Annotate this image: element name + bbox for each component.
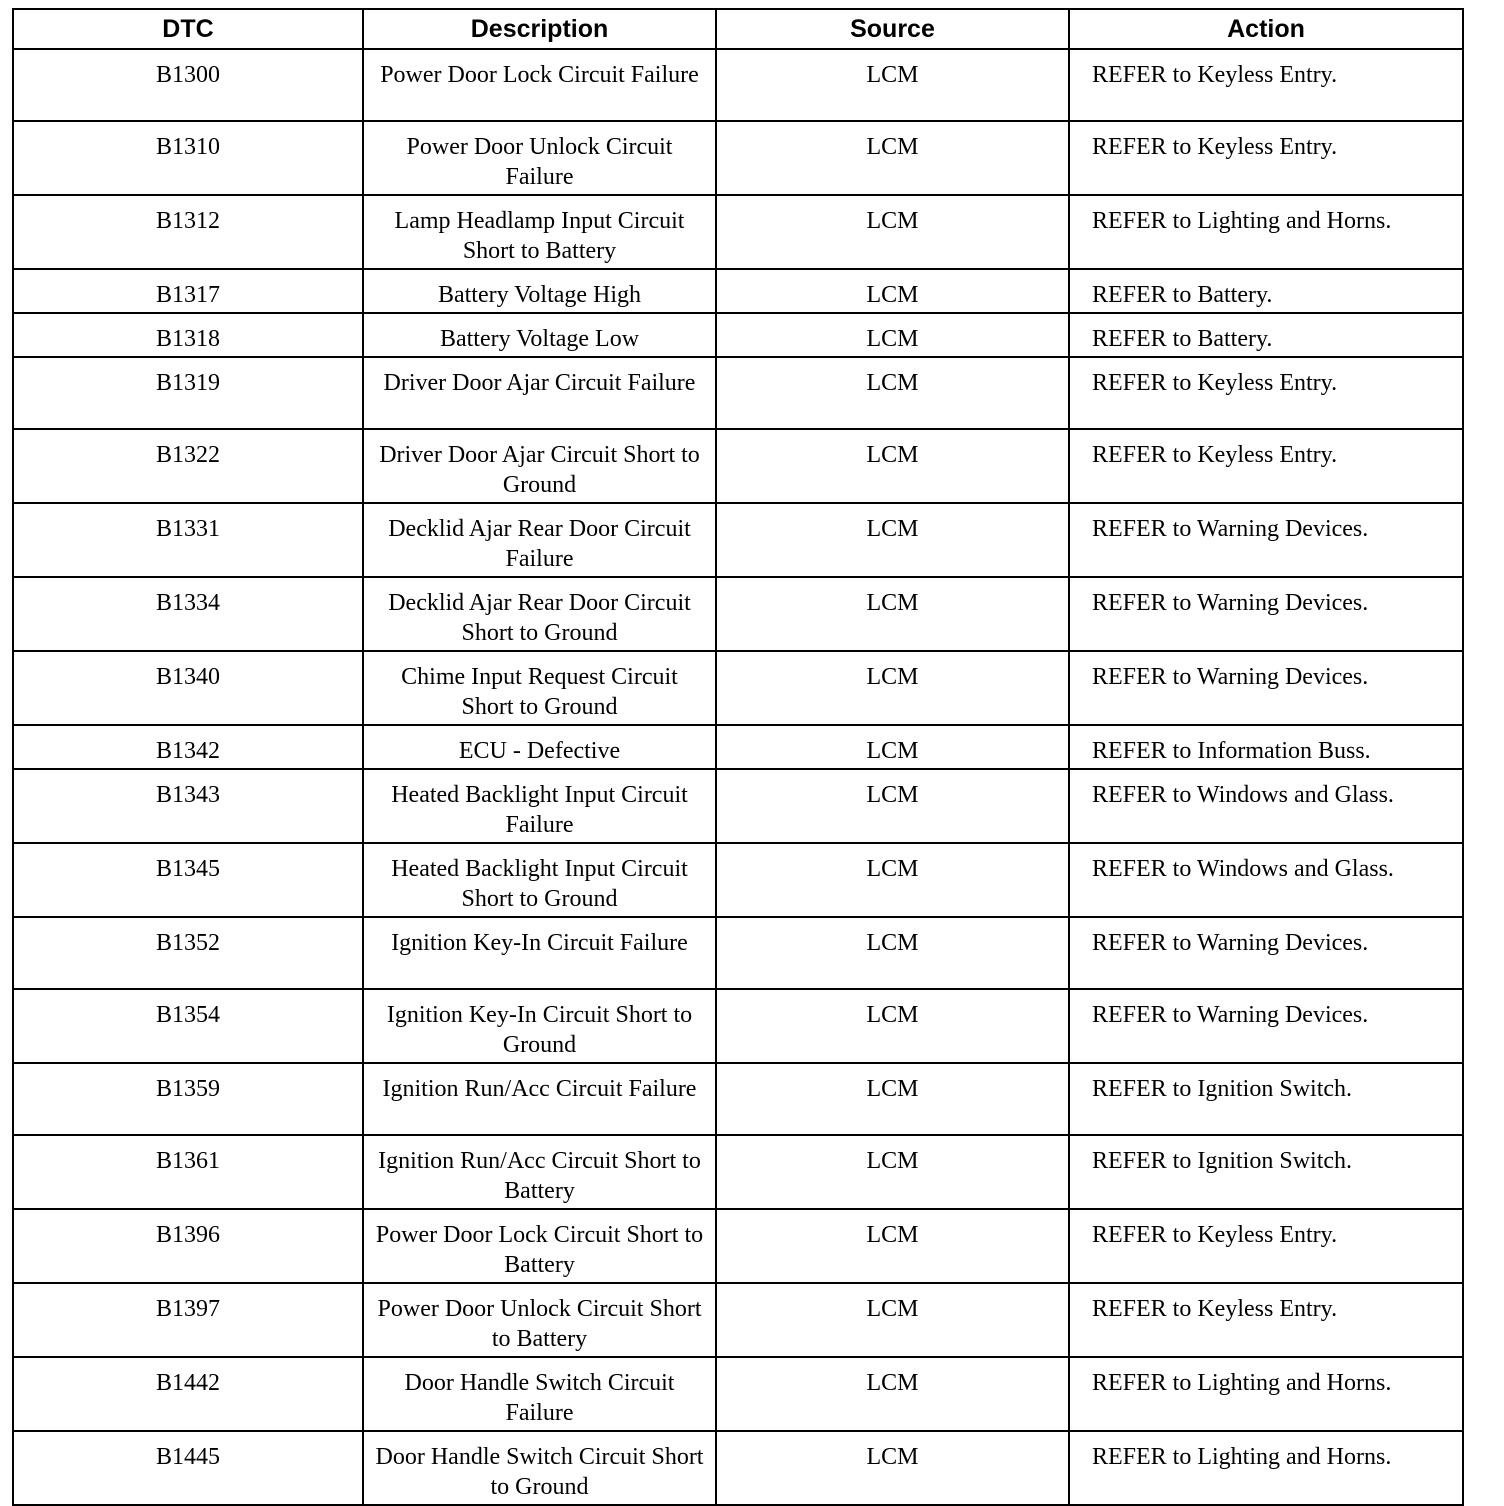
source: LCM — [716, 917, 1069, 989]
action: REFER to Windows and Glass. — [1069, 769, 1463, 843]
action: REFER to Ignition Switch. — [1069, 1063, 1463, 1135]
table-row — [13, 1063, 1463, 1135]
dtc-code: B1345 — [13, 843, 363, 917]
action: REFER to Keyless Entry. — [1069, 357, 1463, 429]
description: Power Door Lock Circuit Short to Battery — [363, 1209, 716, 1283]
table-row — [13, 195, 1463, 269]
source: LCM — [716, 651, 1069, 725]
table-row — [13, 1357, 1463, 1431]
action: REFER to Lighting and Horns. — [1069, 1431, 1463, 1505]
dtc-code: B1319 — [13, 357, 363, 429]
action: REFER to Lighting and Horns. — [1069, 195, 1463, 269]
source: LCM — [716, 769, 1069, 843]
table-row — [13, 1431, 1463, 1505]
source: LCM — [716, 269, 1069, 313]
dtc-code: B1445 — [13, 1431, 363, 1505]
action: REFER to Battery. — [1069, 313, 1463, 357]
dtc-code: B1334 — [13, 577, 363, 651]
source: LCM — [716, 1357, 1069, 1431]
description: Lamp Headlamp Input Circuit Short to Battery — [363, 195, 716, 269]
description: Ignition Run/Acc Circuit Short to Battery — [363, 1135, 716, 1209]
source: LCM — [716, 1063, 1069, 1135]
source: LCM — [716, 989, 1069, 1063]
description: Driver Door Ajar Circuit Short to Ground — [363, 429, 716, 503]
source: LCM — [716, 357, 1069, 429]
header-dtc: DTC — [13, 9, 363, 49]
action: REFER to Windows and Glass. — [1069, 843, 1463, 917]
description: Battery Voltage High — [363, 269, 716, 313]
action: REFER to Warning Devices. — [1069, 989, 1463, 1063]
table-row — [13, 121, 1463, 195]
table-row — [13, 429, 1463, 503]
source: LCM — [716, 1283, 1069, 1357]
dtc-code: B1359 — [13, 1063, 363, 1135]
action: REFER to Keyless Entry. — [1069, 429, 1463, 503]
action: REFER to Warning Devices. — [1069, 917, 1463, 989]
source: LCM — [716, 1431, 1069, 1505]
dtc-code: B1342 — [13, 725, 363, 769]
action: REFER to Warning Devices. — [1069, 577, 1463, 651]
dtc-code: B1300 — [13, 49, 363, 121]
table-row — [13, 49, 1463, 121]
dtc-code: B1442 — [13, 1357, 363, 1431]
description: Power Door Lock Circuit Failure — [363, 49, 716, 121]
header-description: Description — [363, 9, 716, 49]
description: Ignition Run/Acc Circuit Failure — [363, 1063, 716, 1135]
dtc-code: B1361 — [13, 1135, 363, 1209]
description: Door Handle Switch Circuit Short to Ground — [363, 1431, 716, 1505]
description: Power Door Unlock Circuit Short to Battery — [363, 1283, 716, 1357]
description: Heated Backlight Input Circuit Short to Ground — [363, 843, 716, 917]
table-row — [13, 769, 1463, 843]
table-row — [13, 1283, 1463, 1357]
action: REFER to Warning Devices. — [1069, 651, 1463, 725]
table-row — [13, 843, 1463, 917]
source: LCM — [716, 195, 1069, 269]
dtc-code: B1312 — [13, 195, 363, 269]
dtc-code: B1396 — [13, 1209, 363, 1283]
table-row — [13, 989, 1463, 1063]
source: LCM — [716, 49, 1069, 121]
action: REFER to Lighting and Horns. — [1069, 1357, 1463, 1431]
source: LCM — [716, 725, 1069, 769]
description: Power Door Unlock Circuit Failure — [363, 121, 716, 195]
description: Ignition Key-In Circuit Short to Ground — [363, 989, 716, 1063]
description: Battery Voltage Low — [363, 313, 716, 357]
table-body — [13, 49, 1463, 1505]
table-row — [13, 1135, 1463, 1209]
source: LCM — [716, 1135, 1069, 1209]
action: REFER to Warning Devices. — [1069, 503, 1463, 577]
dtc-code: B1310 — [13, 121, 363, 195]
description: Heated Backlight Input Circuit Failure — [363, 769, 716, 843]
dtc-code: B1322 — [13, 429, 363, 503]
table-row — [13, 1209, 1463, 1283]
source: LCM — [716, 843, 1069, 917]
dtc-code: B1331 — [13, 503, 363, 577]
dtc-code: B1317 — [13, 269, 363, 313]
description: Decklid Ajar Rear Door Circuit Short to Ground — [363, 577, 716, 651]
dtc-code: B1397 — [13, 1283, 363, 1357]
action: REFER to Keyless Entry. — [1069, 1283, 1463, 1357]
description: Chime Input Request Circuit Short to Ground — [363, 651, 716, 725]
action: REFER to Information Buss. — [1069, 725, 1463, 769]
dtc-code: B1354 — [13, 989, 363, 1063]
source: LCM — [716, 1209, 1069, 1283]
table-row — [13, 357, 1463, 429]
dtc-code: B1340 — [13, 651, 363, 725]
table-row — [13, 313, 1463, 357]
action: REFER to Battery. — [1069, 269, 1463, 313]
header-row — [13, 9, 1463, 49]
description: Decklid Ajar Rear Door Circuit Failure — [363, 503, 716, 577]
action: REFER to Keyless Entry. — [1069, 1209, 1463, 1283]
description: ECU - Defective — [363, 725, 716, 769]
table-row — [13, 577, 1463, 651]
description: Ignition Key-In Circuit Failure — [363, 917, 716, 989]
dtc-code: B1343 — [13, 769, 363, 843]
description: Driver Door Ajar Circuit Failure — [363, 357, 716, 429]
description: Door Handle Switch Circuit Failure — [363, 1357, 716, 1431]
table-row — [13, 651, 1463, 725]
action: REFER to Keyless Entry. — [1069, 49, 1463, 121]
action: REFER to Ignition Switch. — [1069, 1135, 1463, 1209]
source: LCM — [716, 313, 1069, 357]
header-source: Source — [716, 9, 1069, 49]
source: LCM — [716, 429, 1069, 503]
dtc-table — [12, 8, 1464, 1506]
table-row — [13, 725, 1463, 769]
table-row — [13, 269, 1463, 313]
source: LCM — [716, 503, 1069, 577]
action: REFER to Keyless Entry. — [1069, 121, 1463, 195]
header-action: Action — [1069, 9, 1463, 49]
dtc-code: B1352 — [13, 917, 363, 989]
source: LCM — [716, 121, 1069, 195]
source: LCM — [716, 577, 1069, 651]
table-row — [13, 917, 1463, 989]
table-row — [13, 503, 1463, 577]
dtc-code: B1318 — [13, 313, 363, 357]
